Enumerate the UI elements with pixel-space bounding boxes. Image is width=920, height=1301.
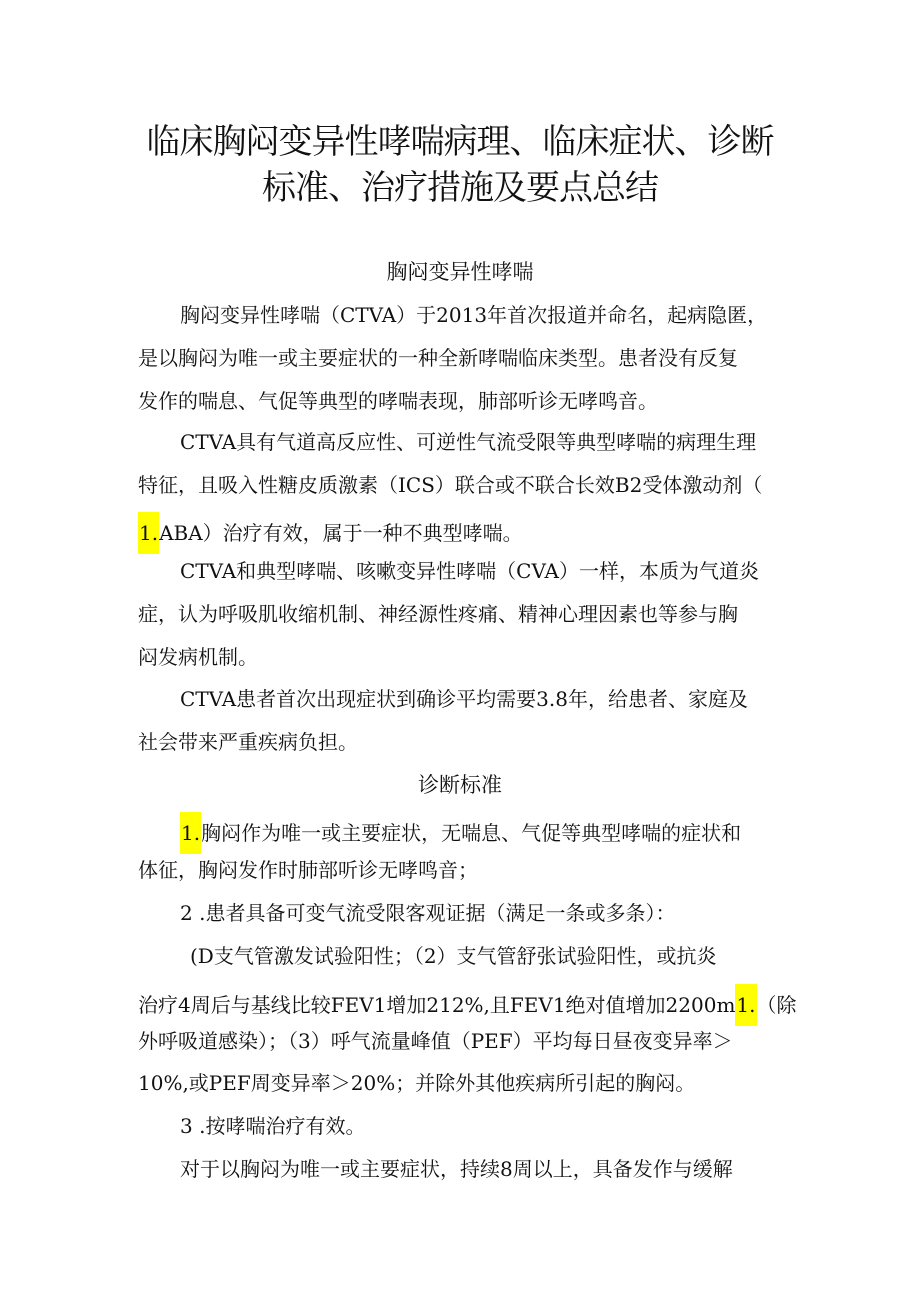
- section-heading-diagnosis: 诊断标准: [418, 773, 502, 797]
- line-text: 治疗4周后与基线比较FEV1增加212%,且FEV1绝对值增加2200m: [138, 993, 736, 1017]
- paragraph-line: CTVA和典型哮喘、咳嗽变异性哮喘（CVA）一样，本质为气道炎: [180, 559, 760, 583]
- highlight-mark: 1.: [180, 812, 201, 854]
- paragraph-line: CTVA患者首次出现症状到确诊平均需要3.8年，给患者、家庭及: [180, 687, 748, 711]
- paragraph-line: 闷发病机制。: [138, 645, 258, 669]
- document-title-line-1: 临床胸闷变异性哮喘病理、临床症状、诊断: [146, 122, 774, 162]
- paragraph-line: 是以胸闷为唯一或主要症状的一种全新哮喘临床类型。患者没有反复: [138, 346, 738, 370]
- line-text: 胸闷作为唯一或主要症状，无喘息、气促等典型哮喘的症状和: [201, 821, 742, 845]
- paragraph-line: 外呼吸道感染）；（3）呼气流量峰值（PEF）平均每日昼夜变异率＞: [138, 1029, 733, 1053]
- highlight-mark: 1.: [138, 512, 159, 554]
- paragraph-line: 体征，胸闷发作时肺部听诊无哮鸣音；: [138, 858, 478, 882]
- paragraph-line: [138, 984, 797, 1026]
- paragraph-line: 症，认为呼吸肌收缩机制、神经源性疼痛、精神心理因素也等参与胸: [138, 602, 738, 626]
- paragraph-line: (D支气管激发试验阳性；（2）支气管舒张试验阳性，或抗炎: [190, 944, 717, 968]
- paragraph-line: 社会带来严重疾病负担。: [138, 730, 358, 754]
- paragraph-line: 3 .按哮喘治疗有效。: [180, 1114, 366, 1138]
- paragraph-line: [138, 512, 523, 554]
- paragraph-line: 胸闷变异性哮喘（CTVA）于2013年首次报道并命名，起病隐匿，: [180, 303, 768, 327]
- section-heading-ctva: 胸闷变异性哮喘: [386, 260, 534, 284]
- line-text: ABA）治疗有效，属于一种不典型哮喘。: [159, 521, 523, 545]
- paragraph-line: 对于以胸闷为唯一或主要症状，持续8周以上，具备发作与缓解: [180, 1157, 733, 1181]
- paragraph-line: [180, 812, 741, 854]
- paragraph-line: 2 .患者具备可变气流受限客观证据（满足一条或多条）：: [180, 901, 676, 925]
- line-text: （除: [756, 993, 797, 1017]
- paragraph-line: 发作的喘息、气促等典型的哮喘表现，肺部听诊无哮鸣音。: [138, 389, 658, 413]
- paragraph-line: 10%,或PEF周变异率＞20%；并除外其他疾病所引起的胸闷。: [138, 1071, 696, 1095]
- highlight-mark: 1.: [735, 984, 756, 1026]
- paragraph-line: CTVA具有气道高反应性、可逆性气流受限等典型哮喘的病理生理: [180, 430, 757, 454]
- document-title-line-2: 标准、治疗措施及要点总结: [262, 168, 658, 208]
- paragraph-line: 特征，且吸入性糖皮质激素（ICS）联合或不联合长效B2受体激动剂（: [138, 473, 763, 497]
